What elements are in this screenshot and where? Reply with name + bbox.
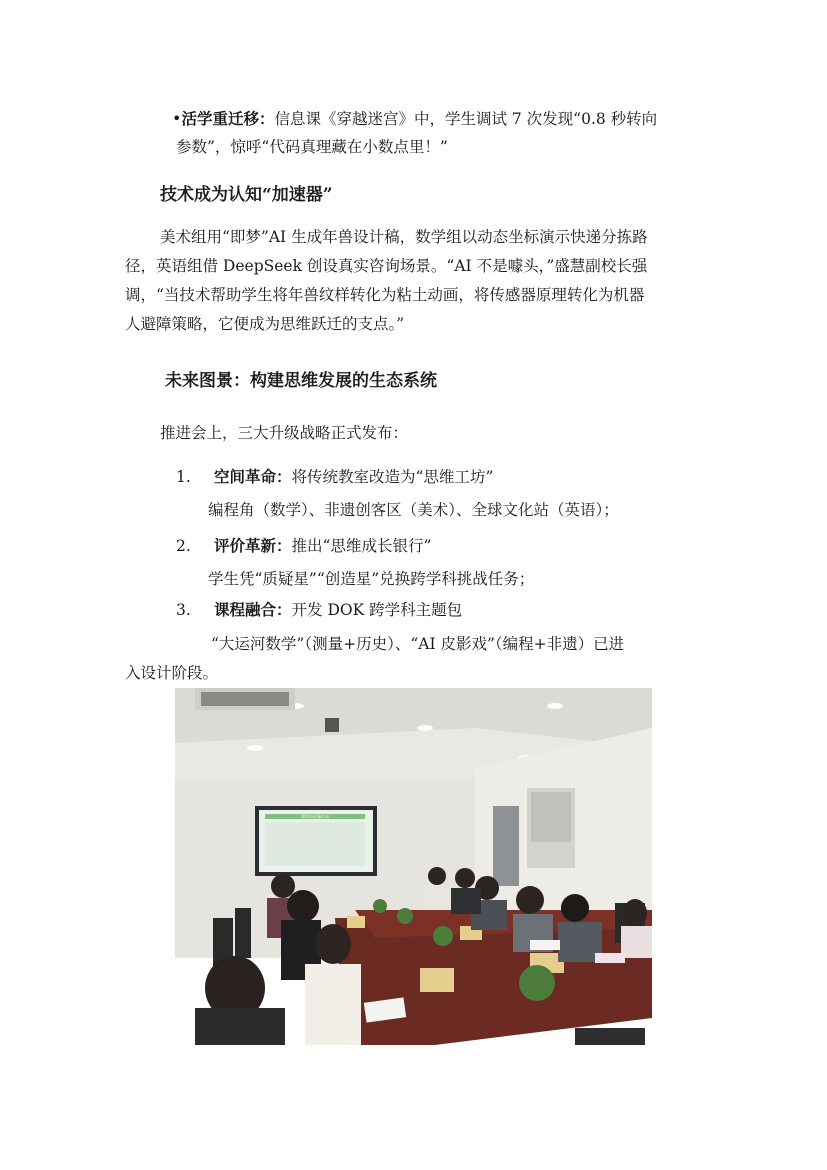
list-item-sub: 学生凭“质疑星”“创造星”兑换跨学科挑战任务； <box>208 570 535 588</box>
screen-title: 课程评价量化表 <box>301 814 329 819</box>
intro-text: 推进会上，三大升级战略正式发布： <box>160 424 409 442</box>
list-item-text: 开发 DOK 跨学科主题包 <box>291 601 463 619</box>
bullet-label: 活学重迁移： <box>181 109 275 128</box>
list-item-title <box>214 464 493 490</box>
list-item-title <box>214 597 462 623</box>
last-line: 入设计阶段。 <box>125 664 219 682</box>
list-item-title <box>214 533 431 559</box>
bullet-text-line2: 参数”，惊呼“代码真理藏在小数点里！” <box>176 138 448 156</box>
list-item-label: 空间革命： <box>214 467 292 486</box>
list-item-sub: 编程角（数学）、非遗创客区（美术）、全球文化站（英语）； <box>208 501 619 519</box>
list-number: 1. <box>176 468 191 486</box>
bullet-dot: • <box>172 109 182 128</box>
list-number: 3. <box>176 601 191 619</box>
bullet-text-line1: 信息课《穿越迷宫》中，学生调试 7 次发现“0.8 秒转向 <box>274 110 658 128</box>
section-heading-tech: 技术成为认知“加速器” <box>160 185 333 205</box>
paragraph-line: 人避障策略，它便成为思维跃迁的支点。” <box>125 315 405 333</box>
list-item-label: 课程融合： <box>214 600 292 619</box>
list-item-sub: “大运河数学”（测量+历史）、“AI 皮影戏”（编程+非遗）已进 <box>211 635 625 653</box>
bullet-item <box>172 106 657 132</box>
list-item-text: 将传统教室改造为“思维工坊” <box>291 468 494 486</box>
paragraph-line: 径，英语组借 DeepSeek 创设真实咨询场景。“AI 不是噱头，”盛慧副校长强 <box>125 257 648 275</box>
meeting-photo <box>175 688 652 1045</box>
list-number: 2. <box>176 537 191 555</box>
section-heading-future: 未来图景：构建思维发展的生态系统 <box>165 371 437 391</box>
list-item-label: 评价革新： <box>214 536 292 555</box>
paragraph-line: 美术组用“即梦”AI 生成年兽设计稿，数学组以动态坐标演示快递分拣路 <box>160 228 648 246</box>
paragraph-line: 调，“当技术帮助学生将年兽纹样转化为粘土动画，将传感器原理转化为机器 <box>125 286 645 304</box>
list-item-text: 推出“思维成长银行” <box>291 537 432 555</box>
